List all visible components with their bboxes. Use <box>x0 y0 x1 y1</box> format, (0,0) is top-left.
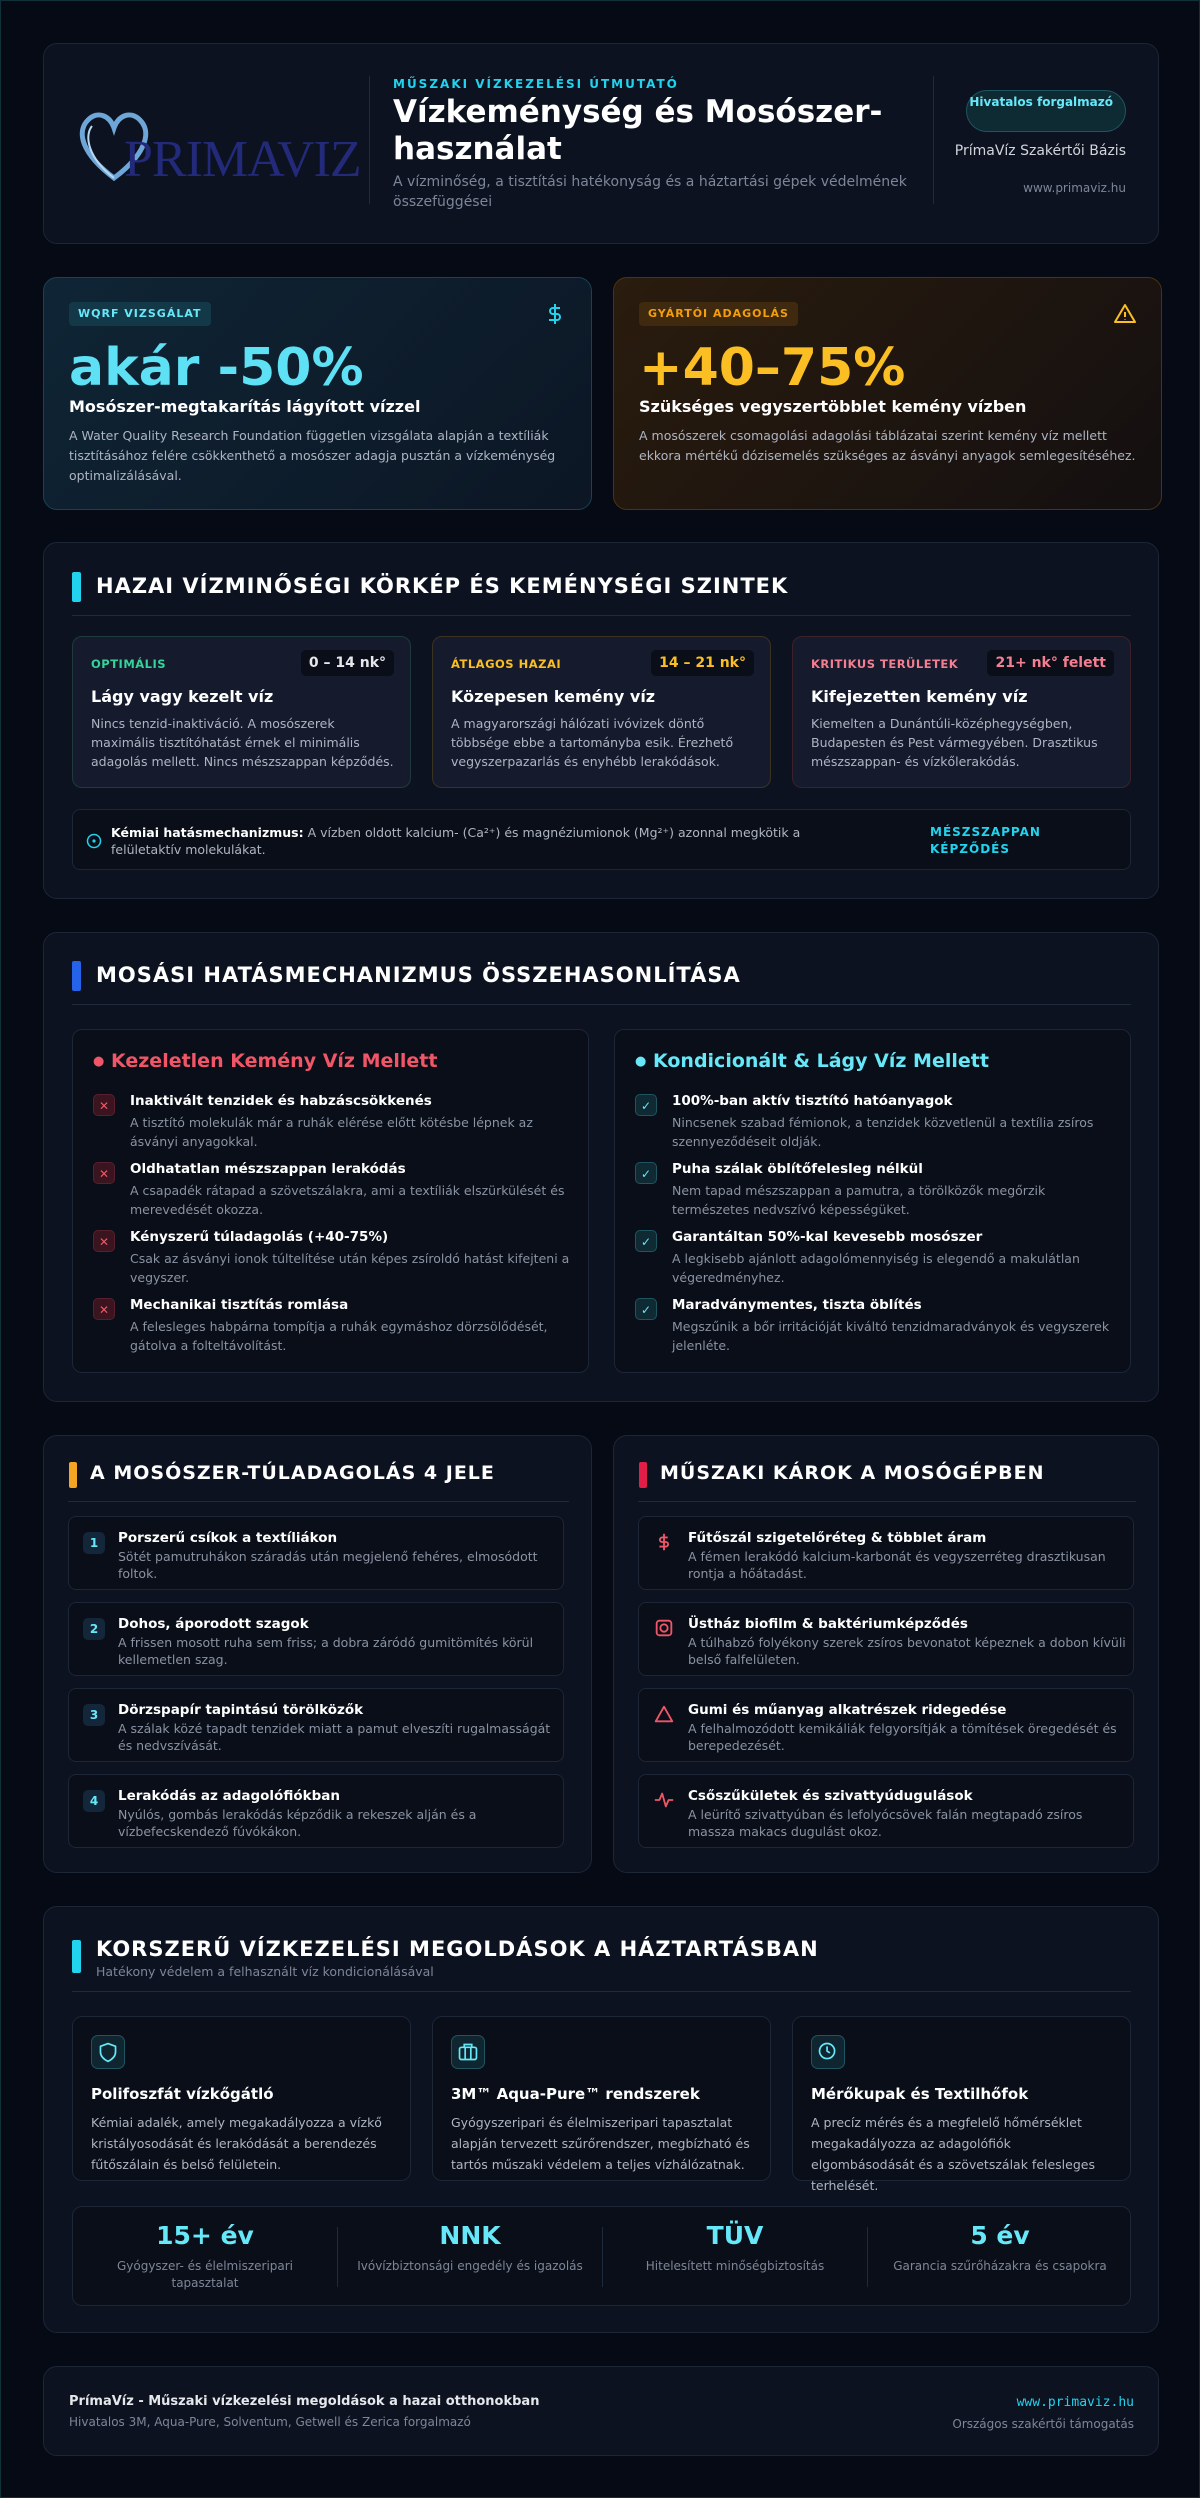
hard-water-panel <box>72 1029 589 1373</box>
header-divider <box>933 76 934 204</box>
item-title: Oldhatatlan mészszappan lerakódás <box>130 1161 406 1177</box>
item-desc: Csak az ásványi ionok túltelítése után képes zsíroldó hatást kifejteni a vegyszer. <box>130 1251 570 1285</box>
page-subtitle: A vízminőség, a tisztítási hatékonyság és a háztartási gépek védelmének összefüggései <box>393 174 907 210</box>
header-eyebrow: MŰSZAKI VÍZKEZELÉSI ÚTMUTATÓ <box>393 77 679 91</box>
stat-value: akár -50% <box>69 338 364 398</box>
kpi-item <box>73 2207 337 2307</box>
solution-desc: A precíz mérés és a megfelelő hőmérséklet megakadályozza az adagolófiók elgombásodását és a szövetszálak felesleges terhelését. <box>811 2115 1095 2193</box>
panel-title <box>635 1050 989 1072</box>
level-range: 14 – 21 nk° <box>651 650 754 676</box>
footer-subtitle: Hivatalos 3M, Aqua-Pure, Solventum, Getwell és Zerica forgalmazó <box>69 2415 471 2429</box>
pulse-icon <box>653 1789 675 1811</box>
sign-title: Porszerű csíkok a textíliákon <box>118 1530 338 1546</box>
comparison-section <box>43 932 1159 1402</box>
item-desc: A csapadék rátapad a szövetszálakra, ami a textíliák elszürkülését és merevedését okozza. <box>130 1183 565 1217</box>
kpi-item <box>868 2207 1132 2307</box>
level-range: 0 – 14 nk° <box>301 650 394 676</box>
stat-tag: WQRF VIZSGÁLAT <box>69 302 211 326</box>
clock-icon <box>811 2035 845 2069</box>
stat-tag: GYÁRTÓI ADAGOLÁS <box>639 302 798 326</box>
section-title: KORSZERŰ VÍZKEZELÉSI MEGOLDÁSOK A HÁZTARTÁSBAN <box>96 1937 819 1961</box>
sign-number: 2 <box>83 1618 105 1640</box>
dollar-icon <box>653 1531 675 1553</box>
mechanism-result: MÉSZSZAPPAN KÉPZŐDÉS <box>930 825 1041 856</box>
damage-title: Csőszűkületek és szivattyúdugulások <box>688 1788 973 1804</box>
sign-title: Dohos, áporodott szagok <box>118 1616 309 1632</box>
briefcase-icon <box>451 2035 485 2069</box>
stat-desc: A Water Quality Research Foundation független vizsgálata alapján a textíliák tisztításához felére csökkenthető a mosószer adagja pusztán a vízkeménység optimalizálásával. <box>69 428 556 483</box>
check-icon: ✓ <box>635 1298 657 1320</box>
hardness-section <box>43 542 1159 899</box>
damage-desc: A fémen lerakódó kalcium-karbonát és vegyszerréteg drasztikusan rontja a hőátadást. <box>688 1549 1106 1581</box>
level-card-soft <box>72 636 411 788</box>
section-bar <box>72 1940 81 1973</box>
item-title: Puha szálak öblítőfelesleg nélkül <box>672 1161 923 1177</box>
kpi-label: Ivóvízbiztonsági engedély és igazolás <box>357 2259 583 2273</box>
level-title: Közepesen kemény víz <box>451 687 656 706</box>
overdose-signs-section <box>43 1435 592 1873</box>
section-title: A MOSÓSZER-TÚLADAGOLÁS 4 JELE <box>90 1462 495 1484</box>
x-icon: ✕ <box>93 1298 115 1320</box>
item-title: Inaktivált tenzidek és habzáscsökkenés <box>130 1093 432 1109</box>
panel-title <box>93 1050 437 1072</box>
level-tag: OPTIMÁLIS <box>91 657 167 671</box>
solution-card <box>72 2016 411 2181</box>
sign-number: 1 <box>83 1532 105 1554</box>
cyan-dot-icon: ● <box>635 1054 647 1069</box>
sign-item <box>68 1688 564 1762</box>
solution-desc: Gyógyszeripari és élelmiszeripari tapasztalat alapján tervezett szűrőrendszer, megbízható és tartós műszaki védelem a teljes vízhálózatnak. <box>451 2115 750 2172</box>
damage-desc: A leürítő szivattyúban és lefolyócsövek falán megtapadó zsíros massza makacs dugulást okoz. <box>688 1807 1083 1839</box>
kpi-label: Gyógyszer- és élelmiszeripari tapasztalat <box>116 2259 294 2290</box>
damage-title: Fűtőszál szigetelőréteg & többlet áram <box>688 1530 987 1546</box>
solution-title: 3M™ Aqua-Pure™ rendszerek <box>451 2085 700 2103</box>
mechanism-text <box>111 824 841 858</box>
solution-desc: Kémiai adalék, amely megakadályozza a vízkő kristályosodását és lerakódását a berendezés fűtőszálain és belső felületein. <box>91 2115 382 2172</box>
footer-title: PrímaVíz - Műszaki vízkezelési megoldások a hazai otthonokban <box>69 2394 540 2409</box>
x-icon: ✕ <box>93 1230 115 1252</box>
x-icon: ✕ <box>93 1094 115 1116</box>
item-title: Kényszerű túladagolás (+40-75%) <box>130 1229 389 1245</box>
item-title: 100%-ban aktív tisztító hatóanyagok <box>672 1093 953 1109</box>
solutions-section <box>43 1906 1159 2333</box>
official-distributor-badge: Hivatalos forgalmazó <box>966 90 1126 132</box>
sign-desc: Nyúlós, gombás lerakódás képződik a rekeszek alján és a vízbefecskendező fúvókákon. <box>118 1807 477 1839</box>
level-card-hard <box>792 636 1131 788</box>
sign-item <box>68 1516 564 1590</box>
kpi-item <box>603 2207 867 2307</box>
sign-number: 4 <box>83 1790 105 1812</box>
warning-icon <box>653 1703 675 1725</box>
damage-title: Gumi és műanyag alkatrészek ridegedése <box>688 1702 1007 1718</box>
dollar-icon <box>543 302 567 326</box>
damage-item <box>638 1688 1134 1762</box>
stat-desc: A mosószerek csomagolási adagolási táblázatai szerint kemény víz mellett ekkora mértékű dózisemelés szükséges az ásványi anyagok semlegesítéséhez. <box>639 428 1136 463</box>
level-desc: A magyarországi hálózati ivóvizek döntő többsége ebbe a tartományba esik. Érezhető vegyszerpazarlás és enyhébb lerakódások. <box>451 716 734 769</box>
section-bar <box>72 961 81 991</box>
header-divider <box>369 76 370 204</box>
sign-desc: A frissen mosott ruha sem friss; a dobra záródó gumitömítés körül kellemetlen szag. <box>118 1635 534 1667</box>
mechanism-box <box>72 809 1131 870</box>
kpi-value: NNK <box>439 2221 501 2250</box>
mechanism-label: Kémiai hatásmechanizmus: <box>111 825 304 840</box>
item-title: Garantáltan 50%-kal kevesebb mosószer <box>672 1229 983 1245</box>
level-range: 21+ nk° felett <box>987 650 1114 676</box>
level-tag: ÁTLAGOS HAZAI <box>451 657 562 671</box>
check-icon: ✓ <box>635 1162 657 1184</box>
sign-title: Lerakódás az adagolófiókban <box>118 1788 340 1804</box>
soft-water-panel <box>614 1029 1131 1373</box>
kpi-strip <box>72 2206 1131 2306</box>
primaviz-logo <box>74 102 384 190</box>
damage-item <box>638 1516 1134 1590</box>
kpi-value: 5 év <box>970 2221 1030 2250</box>
damage-desc: A túlhabzó folyékony szerek zsíros bevonatot képeznek a dobon kívüli belső falfelületen. <box>688 1635 1126 1667</box>
footer-support: Országos szakértői támogatás <box>952 2417 1134 2431</box>
damage-desc: A felhalmozódott kemikáliák felgyorsítják a tömítések öregedését és berepedezését. <box>688 1721 1117 1753</box>
kpi-value: 15+ év <box>156 2221 254 2250</box>
level-desc: Kiemelten a Dunántúli-középhegységben, Budapesten és Pest vármegyében. Drasztikus mészszappan- és vízkőlerakódás. <box>811 716 1098 769</box>
kpi-value: TÜV <box>706 2221 764 2250</box>
shield-icon <box>91 2035 125 2069</box>
level-desc: Nincs tenzid-inaktiváció. A mosószerek maximális tisztítóhatást érnek el minimális adagolás mellett. Nincs mészszappan képződés. <box>91 716 394 769</box>
x-icon: ✕ <box>93 1162 115 1184</box>
item-desc: A felesleges habpárna tompítja a ruhák egymáshoz dörzsölődését, gátolva a folteltávolítást. <box>130 1319 548 1353</box>
item-desc: A legkisebb ajánlott adagolómennyiség is elegendő a makulátlan végeredményhez. <box>672 1251 1080 1285</box>
item-title: Mechanikai tisztítás romlása <box>130 1297 349 1313</box>
damage-title: Üstház biofilm & baktériumképződés <box>688 1616 968 1632</box>
stat-value: +40–75% <box>639 338 906 398</box>
sign-title: Dörzspapír tapintású törölközők <box>118 1702 364 1718</box>
sign-item <box>68 1774 564 1848</box>
stat-title: Mosószer-megtakarítás lágyított vízzel <box>69 397 421 416</box>
header-card <box>43 43 1159 244</box>
page-title: Vízkeménység és Mosószer-használat <box>393 94 883 167</box>
level-card-medium <box>432 636 771 788</box>
divider <box>638 1501 1136 1502</box>
square-icon <box>653 1617 675 1639</box>
header-url[interactable]: www.primaviz.hu <box>1023 181 1126 195</box>
divider <box>72 615 1131 616</box>
red-dot-icon: ● <box>93 1054 105 1069</box>
section-bar <box>69 1462 77 1488</box>
panel-title-text: Kezeletlen Kemény Víz Mellett <box>110 1050 438 1072</box>
kpi-item <box>338 2207 602 2307</box>
warning-icon <box>1113 302 1137 326</box>
section-title: HAZAI VÍZMINŐSÉGI KÖRKÉP ÉS KEMÉNYSÉGI SZINTEK <box>96 574 789 598</box>
sign-number: 3 <box>83 1704 105 1726</box>
mechanism-desc: A vízben oldott kalcium- (Ca²⁺) és magnéziumionok (Mg²⁺) azonnal megkötik a felületaktív molekulákat. <box>111 825 801 857</box>
check-icon: ✓ <box>635 1094 657 1116</box>
stat-card-savings <box>43 277 592 510</box>
level-title: Kifejezetten kemény víz <box>811 687 1028 706</box>
footer <box>43 2366 1159 2456</box>
solution-card <box>432 2016 771 2181</box>
item-desc: Nincsenek szabad fémionok, a tenzidek közvetlenül a textília zsíros szennyeződéseit oldják. <box>672 1115 1094 1149</box>
kpi-label: Garancia szűrőházakra és csapokra <box>893 2259 1107 2273</box>
section-subtitle: Hatékony védelem a felhasznált víz kondicionálásával <box>96 1964 434 1979</box>
expert-base-label: PrímaVíz Szakértői Bázis <box>954 143 1126 159</box>
item-title: Maradványmentes, tiszta öblítés <box>672 1297 922 1313</box>
section-bar <box>72 572 81 602</box>
panel-title-text: Kondicionált & Lágy Víz Mellett <box>652 1050 989 1072</box>
divider <box>72 1991 1131 1992</box>
stat-card-dosage <box>613 277 1162 510</box>
section-title: MŰSZAKI KÁROK A MOSÓGÉPBEN <box>660 1462 1045 1484</box>
item-desc: Nem tapad mészszappan a pamutra, a törölközők megőrzik természetes nedvszívó képességüket. <box>672 1183 1046 1217</box>
kpi-label: Hitelesített minőségbiztosítás <box>645 2259 825 2273</box>
machine-damage-section <box>613 1435 1159 1873</box>
item-desc: A tisztító molekulák már a ruhák elérése előtt kötésbe lépnek az ásványi anyagokkal. <box>130 1115 533 1149</box>
section-bar <box>639 1462 647 1488</box>
footer-url[interactable]: www.primaviz.hu <box>1016 2395 1134 2410</box>
section-title: MOSÁSI HATÁSMECHANIZMUS ÖSSZEHASONLÍTÁSA <box>96 963 741 987</box>
solution-title: Mérőkupak és Textilhőfok <box>811 2085 1029 2103</box>
sign-desc: Sötét pamutruhákon száradás után megjelenő fehéres, elmosódott foltok. <box>118 1549 538 1581</box>
info-circle-icon <box>86 833 102 849</box>
damage-item <box>638 1774 1134 1848</box>
divider <box>68 1501 569 1502</box>
solution-card <box>792 2016 1131 2193</box>
sign-desc: A szálak közé tapadt tenzidek miatt a pamut elveszíti rugalmasságát és nedvszívását. <box>118 1721 551 1753</box>
svg-text:PRIMAVIZ: PRIMAVIZ <box>124 131 361 188</box>
divider <box>72 1004 1131 1005</box>
solution-title: Polifoszfát vízkőgátló <box>91 2085 274 2103</box>
sign-item <box>68 1602 564 1676</box>
check-icon: ✓ <box>635 1230 657 1252</box>
item-desc: Megszűnik a bőr irritációját kiváltó tenzidmaradványok és vegyszerek jelenléte. <box>672 1319 1110 1353</box>
level-tag: KRITIKUS TERÜLETEK <box>811 657 959 671</box>
damage-item <box>638 1602 1134 1676</box>
stat-title: Szükséges vegyszertöbblet kemény vízben <box>639 397 1027 416</box>
level-title: Lágy vagy kezelt víz <box>91 687 274 706</box>
